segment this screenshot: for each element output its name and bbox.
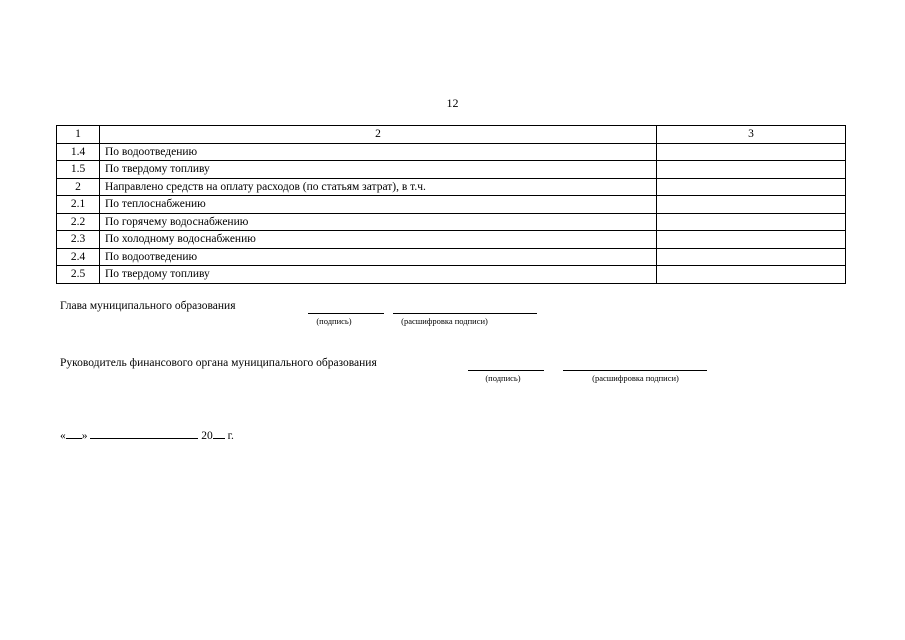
head-signature-label: Глава муниципального образования [60, 300, 236, 312]
table-row [57, 178, 846, 196]
table-header-row [57, 126, 846, 144]
column-header-3: 3 [657, 126, 846, 144]
head-signature-caption: (подпись) [316, 316, 352, 326]
date-quote-close: » [81, 430, 88, 442]
row-label: По водоотведению [100, 248, 657, 266]
row-label: По холодному водоснабжению [100, 231, 657, 249]
table-row [57, 161, 846, 179]
page-number: 12 [446, 96, 459, 110]
table-row [57, 266, 846, 284]
row-value [657, 213, 846, 231]
row-number: 2 [57, 178, 100, 196]
row-value [657, 266, 846, 284]
row-number: 1.4 [57, 143, 100, 161]
finance-signature-line[interactable] [468, 370, 544, 371]
table-row [57, 196, 846, 214]
table-row [57, 213, 846, 231]
date-year-prefix: 20 [201, 430, 213, 442]
row-number: 2.4 [57, 248, 100, 266]
finance-decoding-caption: (расшифровка подписи) [592, 373, 679, 383]
row-label: Направлено средств на оплату расходов (по статьям затрат), в т.ч. [100, 178, 657, 196]
row-label: По твердому топливу [100, 161, 657, 179]
row-label: По теплоснабжению [100, 196, 657, 214]
row-number: 2.3 [57, 231, 100, 249]
date-quote-open: « [60, 430, 66, 442]
row-number: 2.2 [57, 213, 100, 231]
report-table [56, 125, 846, 284]
date-year-suffix: г. [227, 430, 234, 442]
head-decoding-line[interactable] [393, 313, 537, 314]
date-line [60, 427, 234, 442]
head-signature-line[interactable] [308, 313, 384, 314]
row-label: По горячему водоснабжению [100, 213, 657, 231]
table-row [57, 143, 846, 161]
column-header-2: 2 [100, 126, 657, 144]
head-decoding-caption: (расшифровка подписи) [401, 316, 488, 326]
table-row [57, 248, 846, 266]
table-row [57, 231, 846, 249]
row-value [657, 248, 846, 266]
date-month-blank[interactable] [90, 427, 198, 439]
row-value [657, 231, 846, 249]
row-value [657, 161, 846, 179]
date-year-blank[interactable] [213, 427, 225, 439]
row-label: По водоотведению [100, 143, 657, 161]
row-number: 2.5 [57, 266, 100, 284]
row-value [657, 196, 846, 214]
row-value [657, 178, 846, 196]
finance-signature-caption: (подпись) [485, 373, 521, 383]
row-label: По твердому топливу [100, 266, 657, 284]
row-number: 1.5 [57, 161, 100, 179]
finance-signature-label: Руководитель финансового органа муниципального образования [60, 357, 377, 369]
column-header-1: 1 [57, 126, 100, 144]
date-day-blank[interactable] [66, 427, 82, 439]
finance-decoding-line[interactable] [563, 370, 707, 371]
row-number: 2.1 [57, 196, 100, 214]
row-value [657, 143, 846, 161]
